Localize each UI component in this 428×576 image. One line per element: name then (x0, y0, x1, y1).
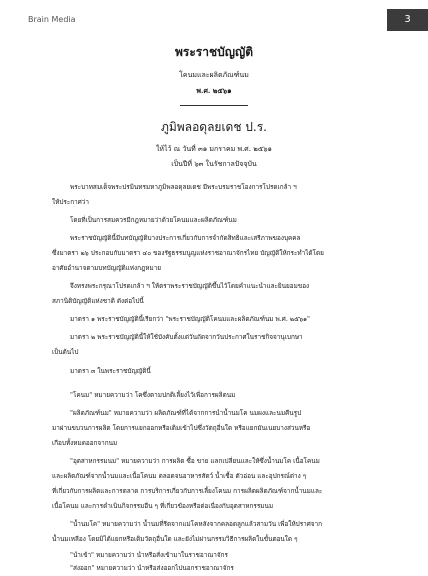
given-date: ให้ไว้ ณ วันที่ ๓๑ มกราคม พ.ศ. ๒๕๖๑ (155, 145, 273, 153)
document-subtitle: โคนมและผลิตภัณฑ์นม (179, 71, 249, 79)
body-line: "โคนม" หมายความว่า โคซึ่งตามปกติเลี้ยงไว้เพื่อการผลิตนม (70, 391, 236, 399)
body-line: พระราชบัญญัตินี้มีบทบัญญัติบางประการเกี่ยวกับการจำกัดสิทธิและเสรีภาพของบุคคล (70, 234, 301, 242)
document-title: พระราชบัญญัติ (175, 45, 253, 59)
body-line: อาศัยอำนาจตามบทบัญญัติแห่งกฎหมาย (52, 264, 162, 272)
body-line: เกือบทั้งหมดออกจากนม (52, 439, 118, 447)
body-line: ให้ประกาศว่า (52, 198, 89, 206)
body-line: "น้ำนมโค" หมายความว่า น้ำนมที่รีดจากแม่โคหลังจากคลอดลูกแล้วสามวัน เพื่อให้ปราศจาก (70, 520, 322, 528)
body-line: เป็นต้นไป (52, 348, 79, 356)
body-line: พระบาทสมเด็จพระปรมินทรมหาภูมิพลอดุลยเดช มีพระบรมราชโองการโปรดเกล้า ฯ (70, 183, 297, 191)
document-year: พ.ศ. ๒๕๖๑ (196, 86, 232, 95)
title-divider (180, 105, 248, 106)
body-line: ซึ่งมาตรา ๒๖ ประกอบกับมาตรา ๔๐ ของรัฐธรรมนูญแห่งราชอาณาจักรไทย บัญญัติให้กระทำได้โดย (52, 249, 324, 257)
body-line: น้ำนมเหลือง โดยมิได้แยกหรือเติมวัตถุอื่นใด และยังไม่ผ่านกรรมวิธีการผลิตในขั้นตอนใด ๆ (52, 535, 298, 543)
body-line: มาตรา ๒ พระราชบัญญัตินี้ให้ใช้บังคับตั้งแต่วันถัดจากวันประกาศในราชกิจจานุเบกษา (70, 333, 303, 341)
royal-name: ภูมิพลอดุลยเดช ป.ร. (160, 120, 267, 134)
body-line: มาตรา ๓ ในพระราชบัญญัตินี้ (70, 367, 151, 375)
body-line: "ส่งออก" หมายความว่า นำหรือส่งออกไปนอกราชอาณาจักร (70, 564, 234, 572)
body-line: สภานิติบัญญัติแห่งชาติ ดังต่อไปนี้ (52, 297, 144, 305)
body-line: มาผ่านขบวนการผลิต โดยการแยกออกหรือเติมเข้าไปซึ่งวัตถุอื่นใด หรือแยกมันเนยบางส่วนหรือ (52, 424, 311, 432)
body-line: "อุตสาหกรรมนม" หมายความว่า การผลิต ซื้อ ขาย แลกเปลี่ยนและให้ซึ่งน้ำนมโค เนื้อโคนม (70, 457, 320, 465)
brand-label: Brain Media (28, 15, 76, 24)
body-line: "นำเข้า" หมายความว่า นำหรือสั่งเข้ามาในราชอาณาจักร (70, 551, 228, 559)
body-line: ที่เกี่ยวกับการผลิตและการตลาด การบริการเกี่ยวกับการเลี้ยงโคนม การผลิตผลิตภัณฑ์จากน้ำนมและ (52, 487, 323, 495)
body-line: โดยที่เป็นการสมควรมีกฎหมายว่าด้วยโคนมและผลิตภัณฑ์นม (70, 216, 237, 224)
body-line: "ผลิตภัณฑ์นม" หมายความว่า ผลิตภัณฑ์ที่ได้จากการนำน้ำนมโค นมผงและนมคืนรูป (70, 409, 302, 417)
page-number-badge: 3 (387, 9, 428, 31)
body-line: และผลิตภัณฑ์จากน้ำนมและเนื้อโคนม ตลอดจนอาหารสัตว์ น้ำเชื้อ ตัวอ่อน และอุปกรณ์ต่าง ๆ (52, 472, 307, 480)
body-line: เนื้อโคนม และการดำเนินกิจกรรมอื่น ๆ ที่เกี่ยวข้องหรือต่อเนื่องกับอุตสาหกรรมนม (52, 502, 274, 510)
body-line: จึงทรงพระกรุณาโปรดเกล้า ฯ ให้ตราพระราชบัญญัติขึ้นไว้โดยคำแนะนำและยินยอมของ (70, 282, 310, 290)
top-bar (0, 0, 428, 44)
reign-year: เป็นปีที่ ๖๓ ในรัชกาลปัจจุบัน (171, 160, 257, 168)
body-line: มาตรา ๑ พระราชบัญญัตินี้เรียกว่า "พระราชบัญญัติโคนมและผลิตภัณฑ์นม พ.ศ. ๒๕๖๑" (70, 315, 310, 323)
